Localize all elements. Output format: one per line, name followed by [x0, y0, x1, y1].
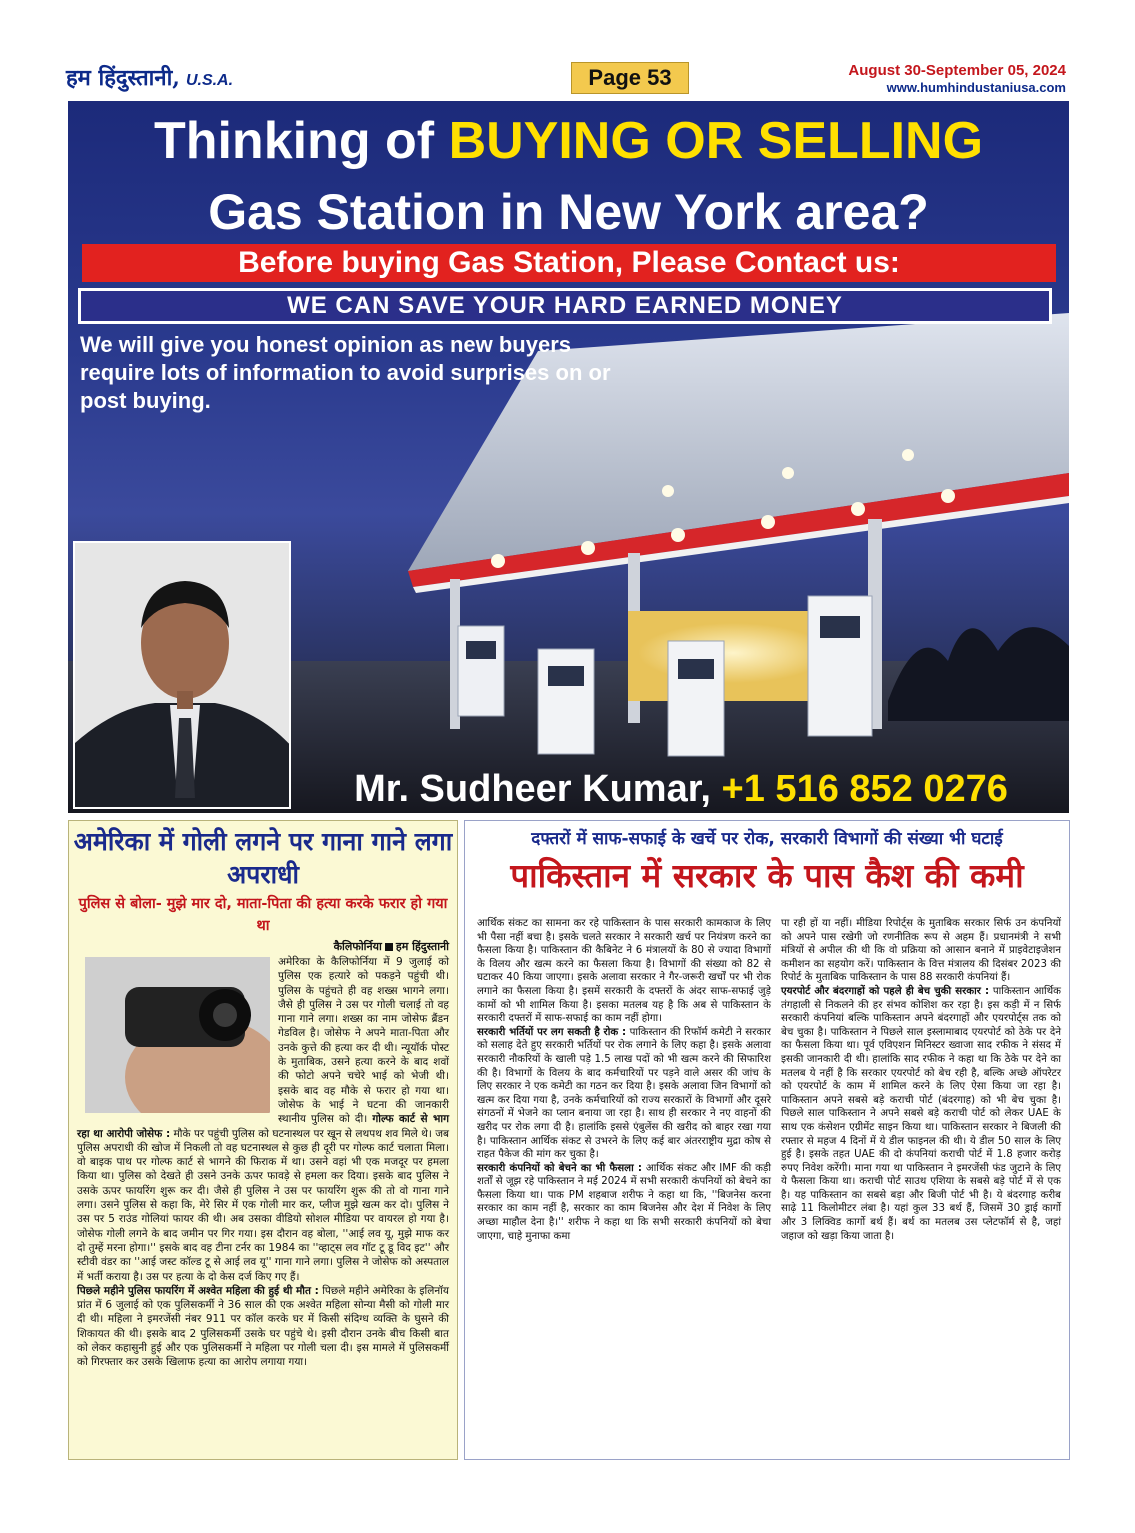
- right-col2-para2: पाकिस्तान आर्थिक तंगहाली से निकलने की हर संभव कोशिश कर रहा है। इस कड़ी में न सिर्फ सरकारी कंपनियां बल्कि पाकिस्तान अपने बंदरगाहों और एयरपोर्ट्स तक को बेच चुका है। पाकिस्तान ने पिछले साल इस्लामाबाद एयरपोर्ट को ठेके पर देने का फैसला किया था। पूर्व एविएशन मिनिस्टर ख्वाजा साद रफीक ने संसद में इसकी जानकारी दी थी। हालांकि साद रफीक ने कहा था कि ठेके पर देने का मतलब ये नहीं है कि सरकार एयरपोर्ट को बेच रही है, बल्कि अच्छे ऑपरेटर को एयरपोर्ट के काम में शामिल करने के लिए ऐसा किया जा रहा है। पाकिस्तान अपने सबसे बड़े कराची पोर्ट (बंदरगाह) को भी बेच चुका है। पिछले साल पाकिस्तान ने अपने सबसे बड़े कराची पोर्ट को लेकर UAE के साथ एक कंसेशन एग्रीमेंट साइन किया था। पाकिस्तान सरकार ने बिजली की रफ्तार से महज 4 दिनों में ये डील फाइनल की थी। ये डील 50 साल के लिए हुई है। इसके तहत UAE की दो कंपनियां कराची पोर्ट में 1.8 हजार करोड़ रुपए निवेश करेंगी। माना गया था पाकिस्तान ने इमरजेंसी फंड जुटाने के लिए ये फैसला किया था। कराची पोर्ट साउथ एशिया के सबसे बड़े पोर्ट में से एक है। यह पाकिस्तान का सबसे बड़ा और बिजी पोर्ट भी है। ये बंदरगाह करीब साढ़े 11 किलोमीटर लंबा है। यहां कुल 33 बर्थ हैं, जिसमें 30 ड्राई कार्गो और 3 लिक्विड कार्गो बर्थ हैं। बर्थ का मतलब उस प्लेटफॉर्म से है, जहां जहाज को खड़ा किया जाता है।: [781, 985, 1061, 1242]
- page-number: Page 53: [571, 62, 689, 94]
- contact-phone[interactable]: +1 516 852 0276: [721, 768, 1008, 810]
- left-article-subhead2: पिछले महीने पुलिस फायरिंग में अश्वेत महिला की हुई थी मौत :: [77, 1284, 319, 1297]
- ad-contact: [298, 766, 1064, 812]
- right-col2-para1: पा रही हों या नहीं। मीडिया रिपोर्ट्स के मुताबिक सरकार सिर्फ उन कंपनियों को अपने पास रखेगी जो रणनीतिक रूप से अहम हैं। प्रधानमंत्री ने सभी मंत्रियों से अपील की थी कि वो प्रक्रिया को आसान बनाने में प्राइवेटाइजेशन कमीशन का सहयोग करें। पाकिस्तान के वित्त मंत्रालय की दिसंबर 2023 की रिपोर्ट के मुताबिक पाकिस्तान के पास 88 सरकारी कंपनियां हैं।: [781, 918, 1061, 984]
- left-article-body: [69, 955, 457, 1370]
- right-article-headline: पाकिस्तान में सरकार के पास कैश की कमी: [510, 856, 1024, 895]
- website-link[interactable]: www.humhindustaniusa.com: [886, 80, 1066, 95]
- right-article-column1: [477, 917, 771, 1243]
- gun-photo: [85, 957, 270, 1113]
- contact-person-photo: [73, 541, 291, 809]
- right-article: [464, 820, 1070, 1460]
- handgun-icon: [85, 957, 270, 1113]
- square-bullet-icon: [385, 943, 393, 951]
- ad-save-banner: WE CAN SAVE YOUR HARD EARNED MONEY: [78, 288, 1052, 324]
- ad-headline-line1: [68, 113, 1069, 169]
- byline-place: कैलिफोर्निया: [333, 940, 382, 953]
- gas-station-advertisement: [68, 101, 1069, 813]
- right-col1-para2: पाकिस्तान की रिफॉर्म कमेटी ने सरकार को सलाह देते हुए सरकारी भर्तियों पर रोक लगाने के लिए कहा है। इसके अलावा सरकारी नौकरियों के खाली पड़े 1.5 लाख पदों को भी खत्म करने की सिफारिश की है। विभागों के विलय के बाद कर्मचारियों पर पड़ने वाले असर की जांच के लिए सरकार ने एक कमेटी का गठन कर दिया है। इसके अलावा जिन विभागों को खत्म कर दिया गया है, उनके कर्मचारियों को राज्य सरकारों के विभागों और दूसरे संगठनों में भेजने का प्लान बनाया जा रहा है। साथ ही सरकार ने नए वाहनों की खरीद पर रोक लगा दी है। हालांकि इससे एंबुलेंस की खरीद को बाहर रखा गया है। पाकिस्तान आर्थिक संकट से उभरने के लिए कई बार अंतरराष्ट्रीय मुद्रा कोष से राहत पैकेज की मांग कर चुका है।: [477, 1026, 771, 1161]
- right-article-kicker: दफ्तरों में साफ-सफाई के खर्चे पर रोक, सरकारी विभागों की संख्या भी घटाई: [531, 829, 1003, 849]
- person-portrait-icon: [75, 543, 291, 809]
- masthead: [66, 62, 233, 92]
- masthead-usa: U.S.A.: [185, 72, 234, 89]
- ad-red-banner: Before buying Gas Station, Please Contact us:: [82, 244, 1056, 282]
- masthead-title: हम हिंदुस्तानी,: [66, 65, 180, 91]
- dateline: [848, 62, 1066, 96]
- left-article-byline: [69, 939, 457, 955]
- right-col2-subhead1: एयरपोर्ट और बंदरगाहों को पहले ही बेच चुकी सरकार :: [781, 985, 990, 997]
- left-article-subheadline: पुलिस से बोला- मुझे मार दो, माता-पिता की हत्या करके फरार हो गया था: [78, 896, 448, 934]
- byline-paper: हम हिंदुस्तानी: [395, 940, 449, 953]
- left-article: [68, 820, 458, 1460]
- right-col1-subhead1: सरकारी भर्तियों पर लग सकती है रोक :: [477, 1026, 627, 1038]
- page-header: [66, 62, 1070, 98]
- ad-headline-prefix: Thinking of: [153, 112, 449, 170]
- left-article-para3: पिछले महीने अमेरिका के इलिनॉय प्रांत में 6 जुलाई को एक पुलिसकर्मी ने 36 साल की एक अश्वेत महिला सोन्या मैसी को गोली मार दी थी। महिला ने इमरजेंसी नंबर 911 पर कॉल करके घर में किसी संदिग्ध व्यक्ति के घुसने की शिकायत की थी। इसके बाद 2 पुलिसकर्मी उसके घर पहुंचे थे। इसी दौरान उनके बीच किसी बात को लेकर कहासुनी हुई और एक पुलिसकर्मी ने महिला पर गोली चला दी। इस मामले में पुलिसकर्मी को गिरफ्तार कर उसके खिलाफ हत्या का आरोप लगाया गया।: [77, 1284, 449, 1369]
- right-col1-subhead2: सरकारी कंपनियों को बेचने का भी फैसला :: [477, 1162, 642, 1174]
- ad-headline-highlight: BUYING OR SELLING: [448, 112, 984, 170]
- left-article-headline: अमेरिका में गोली लगने पर गाना गाने लगा अपराधी: [73, 827, 453, 889]
- right-col1-para3: आर्थिक संकट और IMF की कड़ी शर्तों से जूझ रहे पाकिस्तान ने मई 2024 में सभी सरकारी कंपनियों को बेचने का फैसला किया था। पाक PM शहबाज शरीफ ने कहा था कि, ''बिजनेस करना सरकार का काम नहीं है, सरकार का काम बिजनेस और देश में निवेश के लिए अच्छा माहौल देना है।'' शरीफ ने कहा था कि सभी सरकारी कंपनियों को बेचा जाएगा, चाहे मुनाफा कमा: [477, 1162, 772, 1242]
- left-article-para2: मौके पर पहुंची पुलिस को घटनास्थल पर खून से लथपथ शव मिले थे। जब पुलिस अपराधी की खोज में निकली तो वह घटनास्थल से कुछ ही दूरी पर गोल्फ कार्ट चलाता मिला। वो बाइक पाथ पर गोल्फ कार्ट से भागने की फिराक में था। उसने वहां भी एक मजदूर पर हमला किया था। पुलिस को देखते ही उसने उनके ऊपर फावड़े से हमला कर दिया। इसके बाद पुलिस ने उसके ऊपर फायरिंग शुरू कर दी। जैसे ही पुलिस ने उस पर फायरिंग शुरू की तो वो गाना गाने लगा। उसने पुलिस से कहा कि, मेरे सिर में एक गोली मार कर, प्लीज मुझे खत्म कर दो। पुलिस ने उस पर 5 राउंड गोलियां फायर की थी। अब उसका वीडियो सोशल मीडिया पर वायरल हो गया है। जोसेफ गोली लगने के बाद जमीन पर गिर गया। इस दौरान वह बोला, ''आई लव यू, मुझे माफ कर दो तुम्हें मरना होगा।'' इसके बाद वह टीना टर्नर का 1984 का ''व्हाट्स लव गॉट टू डू विद इट'' और स्टीवी वंडर का ''आई जस्ट कॉल्ड टू से आई लव यू'' गाना गाने लगा। पुलिस ने जोसेफ को अस्पताल में भर्ती कराया है। उस पर हत्या के दो केस दर्ज किए गए हैं।: [77, 1127, 449, 1283]
- ad-headline-line2: Gas Station in New York area?: [208, 184, 929, 240]
- ad-blurb: We will give you honest opinion as new buyers require lots of information to avoid surprises on or post buying.: [80, 332, 611, 413]
- left-article-subhead1: गोल्फ कार्ट से भाग रहा था आरोपी जोसेफ :: [77, 1113, 449, 1140]
- contact-name: Mr. Sudheer Kumar,: [354, 768, 711, 810]
- right-col1-para1: आर्थिक संकट का सामना कर रहे पाकिस्तान के पास सरकारी कामकाज के लिए भी पैसा नहीं बचा है। इसके चलते सरकार ने सरकारी खर्च पर नियंत्रण करने का फैसला किया है। पाकिस्तान की कैबिनेट ने 6 मंत्रालयों के 80 से ज्यादा विभागों के विलय और खत्म करने का फैसला किया है। विभागों की संख्या को 82 से घटाकर 40 किया जाएगा। इसके अलावा सरकार ने गैर-जरूरी खर्चों पर भी रोक लगाने का फैसला किया है। इसमें सरकारी के दफ्तरों के अंदर साफ-सफाई जुड़े कामों को भी शामिल किया है। इसका मतलब यह है कि अब से पाकिस्तान के सरकारी दफ्तरों में साफ-सफाई का काम नहीं होगा।: [477, 918, 771, 1025]
- left-article-para1: अमेरिका के कैलिफोर्निया में 9 जुलाई को पुलिस एक हत्यारे को पकड़ने पहुंची थी। पुलिस के पहुंचते ही वह शख्स भागने लगा। जैसे ही पुलिस ने उस पर गोली चलाई तो वह गाना गाने लगा। शख्स का नाम जोसेफ ब्रैंडन गेडविल है। जोसेफ ने अपने माता-पिता और उनके कुत्ते की हत्या कर दी थी। न्यूयॉर्क पोस्ट के मुताबिक, उसने हत्या करने के बाद शवों की फोटो अपने चचेरे भाई को भेजी थी। इसके बाद वह मौके से फरार हो गया था। जोसेफ के भाई ने घटना की जानकारी स्थानीय पुलिस को दी।: [278, 956, 449, 1126]
- issue-date: August 30-September 05, 2024: [848, 62, 1066, 79]
- right-article-column2: [781, 917, 1061, 1243]
